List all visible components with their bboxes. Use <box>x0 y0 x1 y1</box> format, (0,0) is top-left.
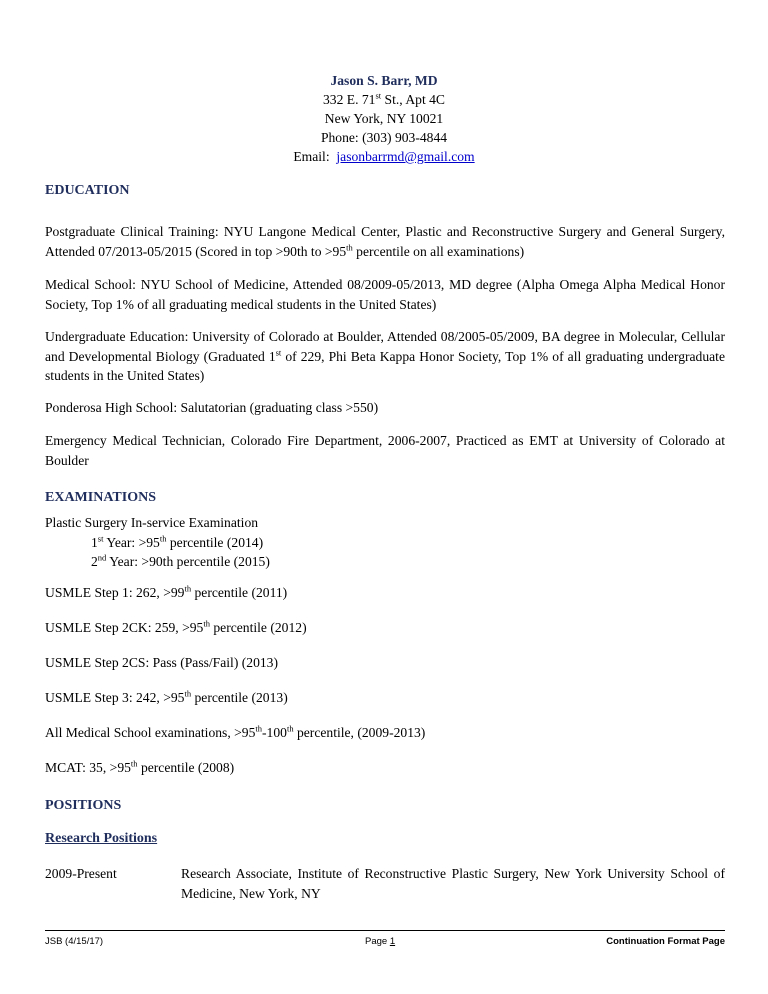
undergrad-text-end: of 229, Phi Beta Kappa Honor Society, Top 1% of all graduating undergraduate students in the United States) <box>45 348 725 383</box>
mcat-text: MCAT: 35, >95 <box>45 760 131 775</box>
allmed-sup: th <box>255 723 263 734</box>
inservice-year-2 <box>45 552 725 572</box>
postgrad-sup: th <box>346 241 353 252</box>
exam-step2ck <box>45 618 725 638</box>
y2-sup: nd <box>97 552 107 563</box>
y2-text: Year: >90th percentile (2015) <box>106 554 270 569</box>
exam-step1 <box>45 583 725 603</box>
postgrad-text-end: percentile on all examinations) <box>352 243 525 259</box>
position-years: 2009-Present <box>45 866 117 881</box>
step3-text: USMLE Step 3: 242, >95 <box>45 690 185 705</box>
undergrad-text: Undergraduate Education: University of Colorado at Boulder, Attended 08/2005-05/2009, BA degree in Molecular, Cellular and Developmental Biology (Graduated 1 <box>45 329 725 364</box>
education-highschool: Ponderosa High School: Salutatorian (graduating class >550) <box>45 400 379 415</box>
email-line <box>0 147 768 166</box>
allmed-mid: -100 <box>262 725 287 740</box>
mcat-text-end: percentile (2008) <box>137 760 235 775</box>
education-emt: Emergency Medical Technician, Colorado Fire Department, 2006-2007, Practiced as EMT at University of Colorado at Boulder <box>45 433 725 468</box>
exam-inservice <box>45 513 725 572</box>
step2ck-text-end: percentile (2012) <box>209 620 307 635</box>
address-line-1 <box>0 90 768 109</box>
mcat-sup: th <box>130 758 138 769</box>
page-label: Page <box>365 936 388 947</box>
position-description: Research Associate, Institute of Reconstructive Plastic Surgery, New York University School of Medicine, New York, NY <box>181 866 725 901</box>
y1-text: Year: >95 <box>103 534 160 550</box>
education-postgrad <box>45 222 725 261</box>
step2ck-text: USMLE Step 2CK: 259, >95 <box>45 620 204 635</box>
exam-mcat <box>45 758 725 778</box>
exam-step2cs: USMLE Step 2CS: Pass (Pass/Fail) (2013) <box>45 655 278 670</box>
examinations-heading: EXAMINATIONS <box>45 490 156 505</box>
exam-step3 <box>45 688 725 708</box>
step2ck-sup: th <box>203 618 210 629</box>
step1-text: USMLE Step 1: 262, >99 <box>45 585 185 600</box>
postgrad-text: Postgraduate Clinical Training: NYU Langone Medical Center, Plastic and Reconstructive Surgery and General Surgery, Attended 07/2013-05/2015 (Scored in top >90th to >95 <box>45 224 725 259</box>
candidate-name: Jason S. Barr, MD <box>330 73 438 88</box>
page-footer <box>45 936 725 950</box>
research-positions-heading: Research Positions <box>45 831 158 846</box>
y1-text-end: percentile (2014) <box>166 534 264 550</box>
address-sup: st <box>375 90 382 101</box>
footer-date: JSB (4/15/17) <box>45 936 104 947</box>
undergrad-sup: st <box>275 346 282 357</box>
step1-sup: th <box>184 583 192 594</box>
allmed-text: All Medical School examinations, >95 <box>45 725 256 740</box>
y1-sup2: th <box>159 532 167 543</box>
education-heading: EDUCATION <box>45 183 130 198</box>
contact-header <box>0 71 768 166</box>
footer-page <box>365 936 395 947</box>
exam-all-medical <box>45 723 725 743</box>
step3-text-end: percentile (2013) <box>191 690 288 705</box>
allmed-sup2: th <box>286 723 294 734</box>
step1-text-end: percentile (2011) <box>191 585 288 600</box>
address-apt: St., Apt 4C <box>381 92 445 107</box>
address-street: 332 E. 71 <box>323 92 376 107</box>
y2-num: 2 <box>91 554 98 569</box>
phone: Phone: (303) 903-4844 <box>320 130 448 145</box>
allmed-text-end: percentile, (2009-2013) <box>293 725 426 740</box>
page-number: 1 <box>389 936 396 947</box>
y1-sup: st <box>97 532 104 543</box>
education-undergrad <box>45 327 725 386</box>
email-label: Email: <box>293 149 330 164</box>
education-medschool: Medical School: NYU School of Medicine, Attended 08/2009-05/2013, MD degree (Alpha Omega Alpha Medical Honor Society, Top 1% of all graduating medical students in the United States) <box>45 277 725 312</box>
inservice-title: Plastic Surgery In-service Examination <box>45 515 259 530</box>
email-link[interactable]: jasonbarrmd@gmail.com <box>336 149 475 164</box>
positions-heading: POSITIONS <box>45 798 122 813</box>
y1-num: 1 <box>91 534 98 550</box>
inservice-year-1 <box>45 533 725 553</box>
step3-sup: th <box>184 688 192 699</box>
address-line-2: New York, NY 10021 <box>324 111 444 126</box>
footer-divider <box>45 930 725 931</box>
footer-format: Continuation Format Page <box>606 936 725 947</box>
